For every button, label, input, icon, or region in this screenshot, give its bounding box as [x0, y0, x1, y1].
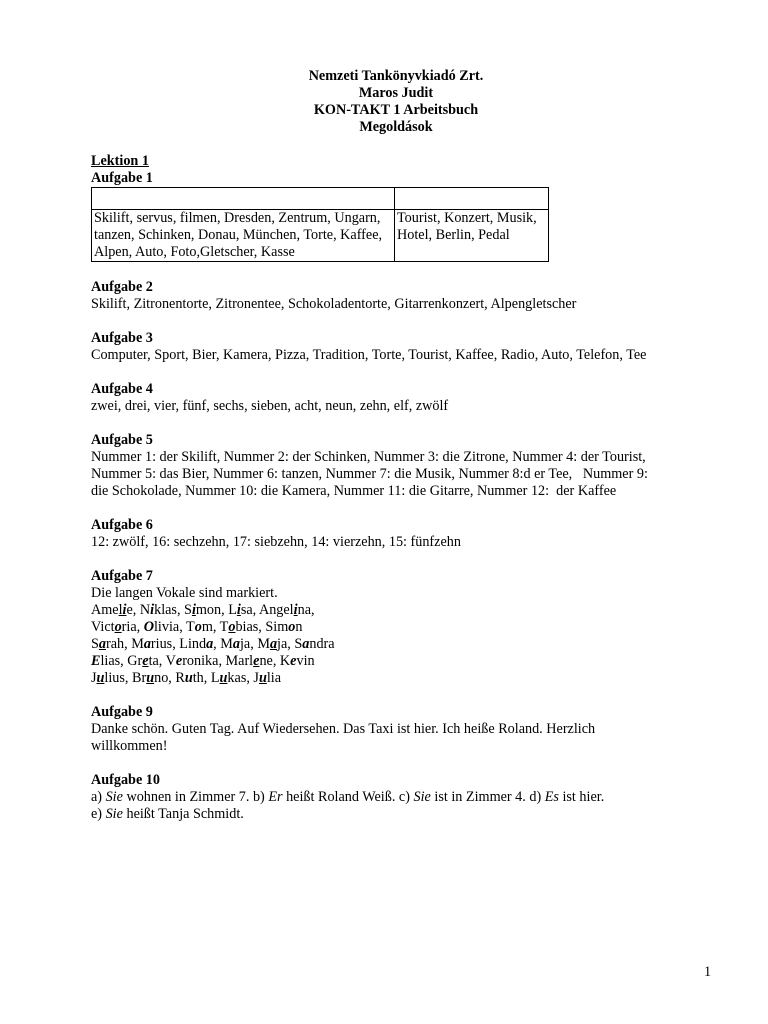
text-line [91, 789, 721, 806]
text-segment: a [302, 636, 310, 652]
text-segment: n [295, 619, 303, 635]
table-header-cell-2 [395, 188, 549, 210]
aufgabe-2-text: Skilift, Zitronentorte, Zitronentee, Schokoladentorte, Gitarrenkonzert, Alpengletscher [91, 296, 577, 312]
table-header-row [92, 188, 549, 210]
text-segment: e) [91, 806, 106, 822]
text-segment: ist in Zimmer 4. d) [430, 789, 545, 805]
text-segment: u [184, 670, 193, 686]
text-segment: heißt Roland Weiß. c) [282, 789, 414, 805]
aufgabe-5-line: Nummer 1: der Skilift, Nummer 2: der Schinken, Nummer 3: die Zitrone, Nummer 4: der Tourist, [91, 449, 646, 465]
text-segment: a [206, 636, 214, 652]
text-segment: lius, Br [104, 670, 147, 686]
aufgabe-3-text: Computer, Sport, Bier, Kamera, Pizza, Tradition, Torte, Tourist, Kaffee, Radio, Auto, Telefon, Tee [91, 347, 647, 363]
text-segment: O [143, 619, 154, 635]
document-page [91, 68, 721, 823]
text-segment: m, T [201, 619, 229, 635]
aufgabe-9-line: Danke schön. Guten Tag. Auf Wiedersehen. Das Taxi ist hier. Ich heiße Roland. Herzlich [91, 721, 596, 737]
text-line [91, 619, 721, 636]
text-segment: Sie [105, 789, 123, 805]
aufgabe-3-heading: Aufgabe 3 [91, 330, 153, 346]
lesson-heading: Lektion 1 [91, 153, 149, 169]
text-segment: a [98, 636, 106, 652]
text-segment: , M [213, 636, 233, 652]
subtitle: Megoldások [359, 119, 433, 135]
text-segment: kas, J [227, 670, 259, 686]
text-segment: i [293, 602, 298, 618]
text-segment: l [118, 602, 123, 618]
aufgabe-10-sentences [91, 789, 721, 823]
text-segment: u [258, 670, 267, 686]
text-segment: ist hier. [558, 789, 605, 805]
text-segment: Sie [105, 806, 123, 822]
aufgabe-7-heading: Aufgabe 7 [91, 568, 153, 584]
aufgabe-7-intro: Die langen Vokale sind markiert. [91, 585, 278, 601]
text-segment: i [236, 602, 241, 618]
aufgabe-1-table [91, 187, 549, 262]
aufgabe-6-text: 12: zwölf, 16: sechzehn, 17: siebzehn, 14: vierzehn, 15: fünfzehn [91, 534, 461, 550]
table-cell-col2: Tourist, Konzert, Musik, Hotel, Berlin, Pedal [395, 210, 549, 262]
text-segment: th, L [192, 670, 220, 686]
text-line [91, 670, 721, 687]
text-segment: heißt Tanja Schmidt. [122, 806, 244, 822]
text-line [91, 806, 721, 823]
publisher: Nemzeti Tankönyvkiadó Zrt. [308, 68, 484, 84]
text-segment: i [150, 602, 155, 618]
text-segment: ja, S [277, 636, 303, 652]
text-segment: lias, Gr [100, 653, 143, 669]
text-segment: livia, T [153, 619, 195, 635]
text-segment: vin [296, 653, 315, 669]
text-segment: u [146, 670, 155, 686]
aufgabe-2-heading: Aufgabe 2 [91, 279, 153, 295]
text-segment: e [142, 653, 149, 669]
text-segment: J [91, 670, 97, 686]
text-segment: Vict [91, 619, 115, 635]
text-segment: a [269, 636, 278, 652]
text-segment: o [288, 619, 296, 635]
text-segment: Er [268, 789, 283, 805]
text-segment: e [290, 653, 297, 669]
text-segment: bias, Sim [235, 619, 289, 635]
text-segment: Es [544, 789, 559, 805]
text-segment: e, N [126, 602, 151, 618]
text-segment: no, R [154, 670, 185, 686]
text-segment: Ame [91, 602, 119, 618]
aufgabe-4-text: zwei, drei, vier, fünf, sechs, sieben, acht, neun, zehn, elf, zwölf [91, 398, 449, 414]
text-segment: klas, S [154, 602, 192, 618]
text-segment: ja, M [239, 636, 270, 652]
text-segment: o [114, 619, 122, 635]
text-segment: ronika, Marl [182, 653, 254, 669]
aufgabe-10-heading: Aufgabe 10 [91, 772, 160, 788]
book-title: KON-TAKT 1 Arbeitsbuch [313, 102, 479, 118]
aufgabe-5-heading: Aufgabe 5 [91, 432, 153, 448]
aufgabe-6-heading: Aufgabe 6 [91, 517, 153, 533]
aufgabe-7-names [91, 602, 721, 687]
text-segment: o [194, 619, 202, 635]
document-header [81, 68, 711, 136]
aufgabe-5-line: die Schokolade, Nummer 10: die Kamera, Nummer 11: die Gitarre, Nummer 12: der Kaffee [91, 483, 617, 499]
text-segment: lia [266, 670, 282, 686]
text-segment: e [175, 653, 183, 669]
aufgabe-1-heading: Aufgabe 1 [91, 170, 153, 186]
author: Maros Judit [358, 85, 434, 101]
text-segment: a) [91, 789, 106, 805]
text-line [91, 602, 721, 619]
table-cell-col1: Skilift, servus, filmen, Dresden, Zentrum, Ungarn, tanzen, Schinken, Donau, München, Torte, Kaffee, Alpen, Auto, Foto,Gletscher, Kasse [92, 210, 395, 262]
page-number: 1 [704, 964, 712, 980]
text-segment: rah, M [105, 636, 144, 652]
text-segment: na, [297, 602, 315, 618]
text-segment: u [219, 670, 228, 686]
text-segment: Sie [413, 789, 431, 805]
text-segment: i [191, 602, 196, 618]
aufgabe-9-line: willkommen! [91, 738, 168, 754]
text-segment: E [91, 653, 101, 669]
text-segment: u [96, 670, 105, 686]
text-segment: ndra [309, 636, 335, 652]
table-header-cell-1 [92, 188, 395, 210]
text-segment: o [228, 619, 236, 635]
text-segment: mon, L [195, 602, 237, 618]
text-segment: ne, K [259, 653, 291, 669]
text-segment: a [232, 636, 240, 652]
text-segment: ria, [121, 619, 144, 635]
aufgabe-9-heading: Aufgabe 9 [91, 704, 153, 720]
text-segment: rius, Lind [150, 636, 207, 652]
text-line [91, 636, 721, 653]
table-row [92, 210, 549, 262]
text-segment: a [143, 636, 151, 652]
text-segment: S [91, 636, 99, 652]
aufgabe-4-heading: Aufgabe 4 [91, 381, 153, 397]
text-line [91, 653, 721, 670]
text-segment: sa, Angel [240, 602, 294, 618]
text-segment: wohnen in Zimmer 7. b) [122, 789, 269, 805]
text-segment: i [122, 602, 127, 618]
text-segment: ta, V [148, 653, 176, 669]
aufgabe-5-line: Nummer 5: das Bier, Nummer 6: tanzen, Nummer 7: die Musik, Nummer 8:d er Tee, Nummer 9: [91, 466, 648, 482]
text-segment: e [253, 653, 260, 669]
